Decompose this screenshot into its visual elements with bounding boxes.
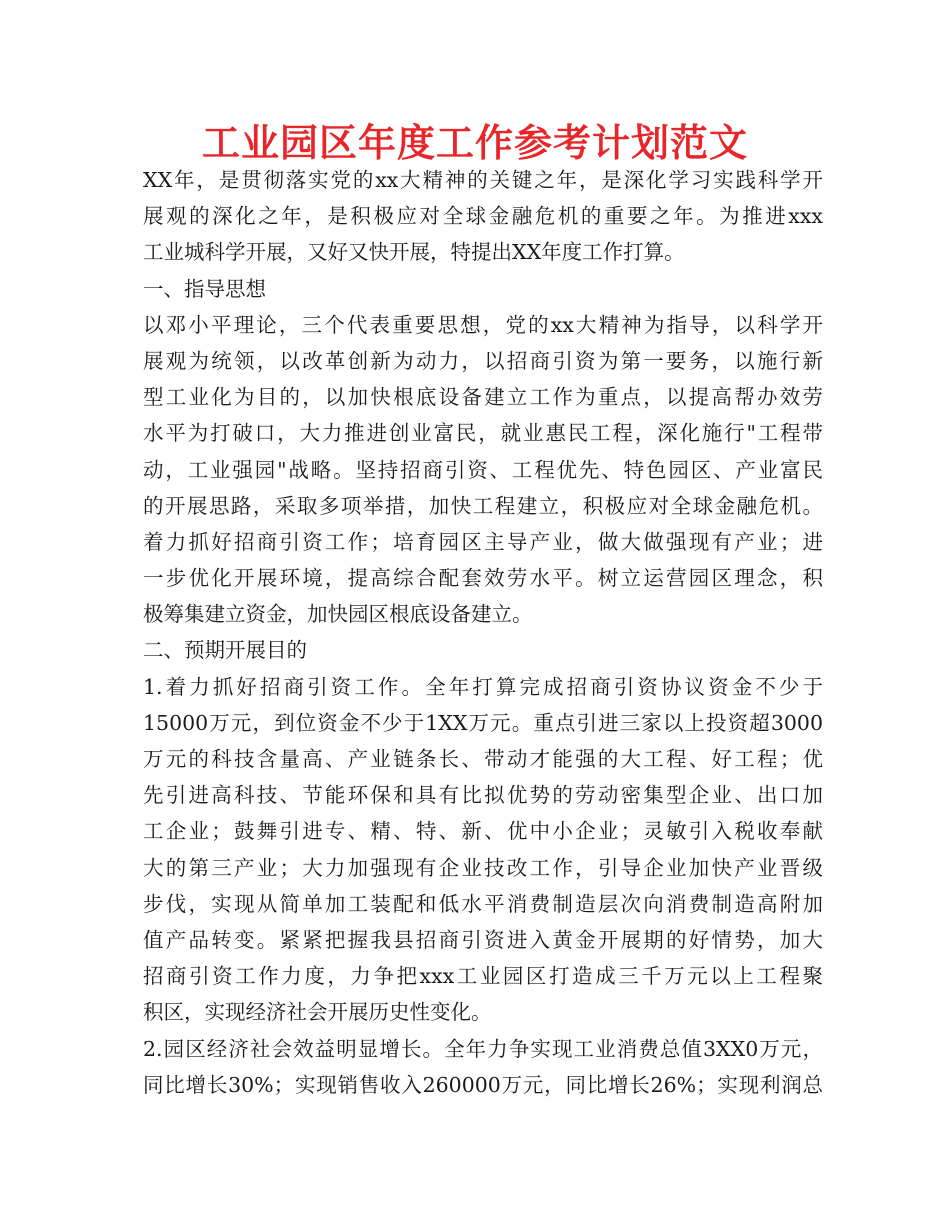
text-line: 万元的科技含量高、产业链条长、带动才能强的大工程、好工程；优: [143, 747, 823, 771]
text-line: 展观为统领，以改革创新为动力，以招商引资为第一要务，以施行新: [143, 348, 823, 373]
text-line: XX年，是贯彻落实党的xx大精神的关键之年，是深化学习实践科学开: [143, 168, 823, 192]
text-line: 的开展思路，采取多项举措，加快工程建立，积极应对全球金融危机。: [143, 493, 823, 518]
text-line: 一、指导思想: [143, 276, 266, 301]
document-title: 工业园区年度工作参考计划范文: [201, 121, 748, 165]
text-line: 积区，实现经济社会开展历史性变化。: [143, 1000, 492, 1025]
text-line: 工企业；鼓舞引进专、精、特、新、优中小企业；灵敏引入税收奉献: [143, 819, 823, 844]
text-line: 招商引资工作力度，力争把xxx工业园区打造成三千万元以上工程聚: [143, 964, 823, 989]
text-line: 一步优化开展环境，提高综合配套效劳水平。树立运营园区理念，积: [143, 566, 823, 591]
text-line: 2.园区经济社会效益明显增长。全年力争实现工业消费总值3XX0万元，: [143, 1036, 823, 1061]
text-line: 以邓小平理论，三个代表重要思想，党的xx大精神为指导，以科学开: [143, 312, 823, 337]
text-line: 水平为打破口，大力推进创业富民，就业惠民工程，深化施行"工程带: [143, 421, 823, 446]
text-line: 型工业化为目的，以加快根底设备建立工作为重点，以提高帮办效劳: [143, 385, 823, 410]
text-line: 值产品转变。紧紧把握我县招商引资进入黄金开展期的好情势，加大: [143, 927, 823, 952]
text-line: 工业城科学开展，又好又快开展，特提出XX年度工作打算。: [143, 240, 685, 265]
text-line: 同比增长30%；实现销售收入260000万元，同比增长26%；实现利润总: [143, 1072, 823, 1097]
text-line: 先引进高科技、节能环保和具有比拟优势的劳动密集型企业、出口加: [143, 783, 823, 808]
text-line: 动，工业强园"战略。坚持招商引资、工程优先、特色园区、产业富民: [143, 457, 823, 482]
text-line: 15000万元，到位资金不少于1XX万元。重点引进三家以上投资超3000: [143, 710, 823, 735]
text-line: 二、预期开展目的: [143, 638, 307, 663]
text-line: 展观的深化之年，是积极应对全球金融危机的重要之年。为推进xxx: [143, 204, 823, 229]
text-line: 大的第三产业；大力加强现有企业技改工作，引导企业加快产业晋级: [143, 855, 823, 880]
text-line: 1.着力抓好招商引资工作。全年打算完成招商引资协议资金不少于: [143, 674, 823, 699]
text-line: 极筹集建立资金，加快园区根底设备建立。: [143, 602, 533, 627]
text-line: 着力抓好招商引资工作；培育园区主导产业，做大做强现有产业；进: [143, 529, 823, 554]
text-line: 步伐，实现从简单加工装配和低水平消费制造层次向消费制造高附加: [143, 891, 823, 916]
document-body: [143, 162, 823, 1103]
